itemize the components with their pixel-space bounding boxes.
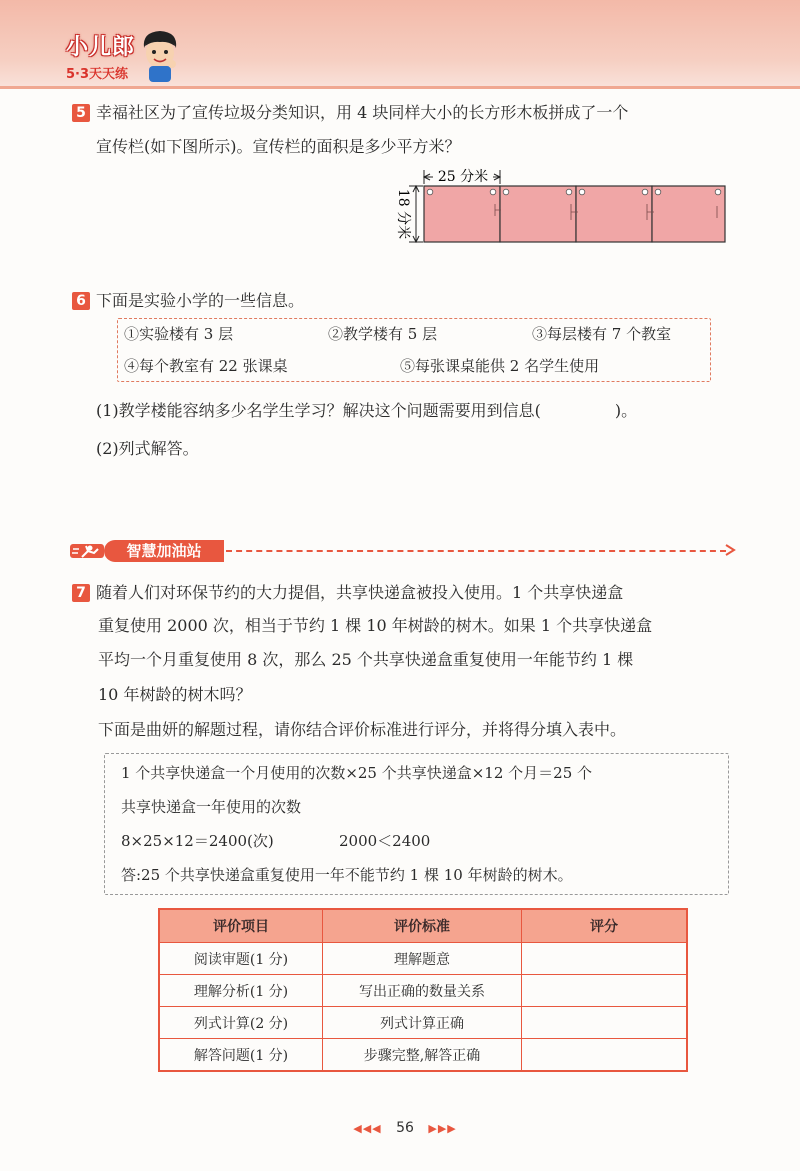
q5-text1: 幸福社区为了宣传垃圾分类知识，用 4 块同样大小的长方形木板拼成了一个	[96, 103, 629, 122]
solution-line: 共享快递盒一年使用的次数	[121, 798, 302, 816]
q5-number: 5	[72, 104, 90, 122]
q7-line1	[72, 580, 623, 603]
q6-sub1-end: )。	[614, 401, 638, 420]
table-row	[159, 1039, 687, 1072]
q7-text1: 随着人们对环保节约的大力提倡，共享快递盒被投入使用。1 个共享快递盒	[96, 583, 624, 602]
q6-number: 6	[72, 292, 90, 310]
q7-line5: 下面是曲妍的解题过程，请你结合评价标准进行评分，并将得分填入表中。	[98, 720, 627, 739]
table-cell: 理解分析(1 分)	[159, 975, 323, 1007]
scoring-table	[158, 908, 688, 1072]
table-cell: 解答问题(1 分)	[159, 1039, 323, 1072]
logo-sub-text: 5·3天天练	[66, 67, 129, 82]
info-item: ③每层楼有 7 个教室	[532, 325, 672, 343]
board-width-label: 25 分米	[437, 169, 489, 185]
solution-box	[104, 753, 729, 895]
info-item: ①实验楼有 3 层	[124, 325, 234, 343]
q7-number: 7	[72, 584, 90, 602]
table-header: 评价标准	[323, 909, 522, 943]
bulletin-board-diagram	[385, 164, 730, 248]
solution-line: 1 个共享快递盒一个月使用的次数×25 个共享快递盒×12 个月＝25 个	[121, 764, 593, 782]
solution-line: 答:25 个共享快递盒重复使用一年不能节约 1 棵 10 年树龄的树木。	[121, 866, 573, 884]
page-number: 56	[396, 1120, 414, 1136]
table-cell: 写出正确的数量关系	[323, 975, 522, 1007]
table-row	[159, 943, 687, 975]
board-panel	[424, 186, 500, 242]
score-cell[interactable]	[522, 1039, 688, 1072]
q7-line2: 重复使用 2000 次，相当于节约 1 棵 10 年树龄的树木。如果 1 个共享快递盒	[98, 616, 653, 635]
q6-sub2: (2)列式解答。	[96, 439, 199, 458]
score-cell[interactable]	[522, 1007, 688, 1039]
board-panel	[500, 186, 576, 242]
table-row	[159, 1007, 687, 1039]
q7-line4: 10 年树龄的树木吗？	[98, 685, 252, 704]
info-item: ②教学楼有 5 层	[328, 325, 438, 343]
solution-line: 2000＜2400	[339, 832, 431, 850]
logo-main-text: 小儿郎	[66, 35, 136, 60]
arrow-right-icon	[724, 544, 736, 556]
board-panel	[576, 186, 652, 242]
q5-line2: 宣传栏(如下图所示)。宣传栏的面积是多少平方米？	[96, 137, 461, 156]
q7-line3: 平均一个月重复使用 8 次，那么 25 个共享快递盒重复使用一年能节约 1 棵	[98, 650, 634, 669]
table-header-row	[159, 909, 687, 943]
info-item: ④每个教室有 22 张课桌	[124, 357, 288, 375]
table-header: 评价项目	[159, 909, 323, 943]
table-cell: 理解题意	[323, 943, 522, 975]
section-dash-line	[226, 550, 726, 552]
table-cell: 列式计算正确	[323, 1007, 522, 1039]
q6-sub1-text: (1)教学楼能容纳多少名学生学习？解决这个问题需要用到信息(	[96, 401, 541, 420]
board-panels	[424, 186, 725, 242]
table-cell: 列式计算(2 分)	[159, 1007, 323, 1039]
score-cell[interactable]	[522, 975, 688, 1007]
q6-intro-line	[72, 288, 304, 311]
info-item: ⑤每张课桌能供 2 名学生使用	[400, 357, 600, 375]
table-cell: 步骤完整,解答正确	[323, 1039, 522, 1072]
next-arrows-icon: ▶▶▶	[428, 1122, 457, 1135]
table-row	[159, 975, 687, 1007]
mascot-icon	[140, 28, 180, 82]
prev-arrows-icon: ◀◀◀	[353, 1122, 382, 1135]
runner-icon	[70, 540, 106, 562]
score-cell[interactable]	[522, 943, 688, 975]
page-footer	[340, 1120, 470, 1136]
table-header: 评分	[522, 909, 688, 943]
table-cell: 阅读审题(1 分)	[159, 943, 323, 975]
section-title: 智慧加油站	[104, 540, 224, 562]
board-panel	[652, 186, 725, 242]
q6-intro: 下面是实验小学的一些信息。	[96, 291, 305, 310]
brand-logo	[66, 30, 135, 82]
info-box	[117, 318, 711, 382]
solution-line: 8×25×12＝2400(次)	[121, 832, 274, 850]
q5-line1	[72, 100, 628, 123]
q6-sub1	[96, 398, 637, 421]
board-height-label: 18 分米	[395, 188, 411, 240]
header-divider	[0, 86, 800, 89]
